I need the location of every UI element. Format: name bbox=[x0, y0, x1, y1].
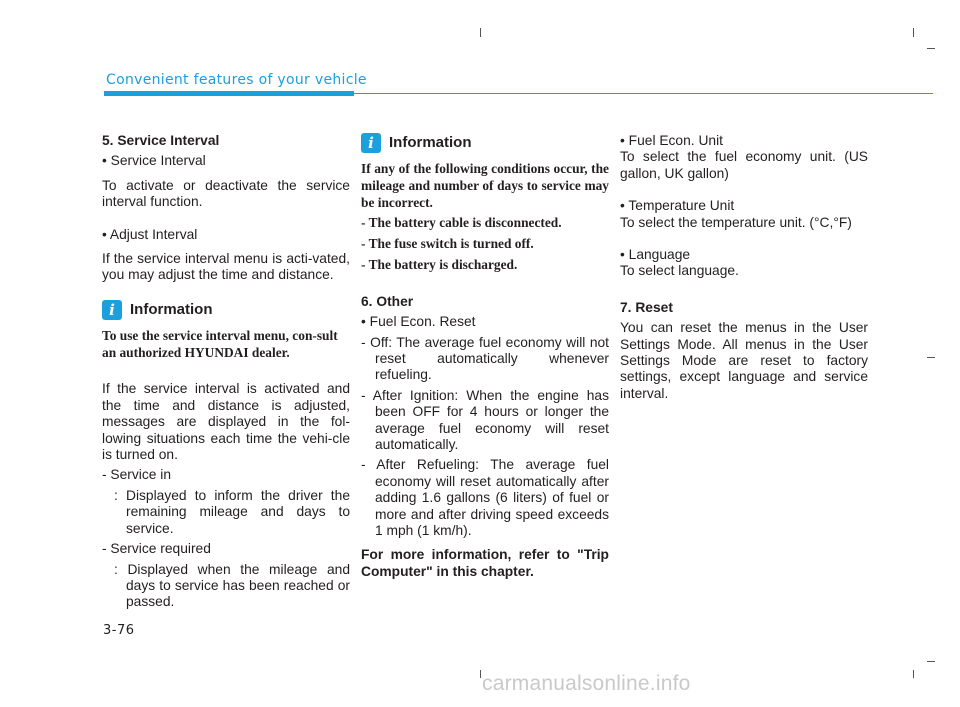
condition-item: - The fuse switch is turned off. bbox=[361, 236, 534, 252]
paragraph: You can reset the menus in the User Settings Mode. All menus in the User Settings Mode are reset to factory settings, except language and service interval. bbox=[620, 320, 868, 401]
bullet-item: • Language bbox=[620, 247, 691, 263]
info-text: To use the service interval menu, con-sult an authorized HYUNDAI dealer. bbox=[102, 327, 338, 360]
section-heading: 5. Service Interval bbox=[102, 133, 220, 148]
section-header-title: Convenient features of your vehicle bbox=[106, 72, 367, 88]
column-middle bbox=[361, 133, 609, 580]
info-icon: i bbox=[361, 133, 381, 153]
info-title: Information bbox=[130, 300, 213, 318]
paragraph: To select the temperature unit. (°C,°F) bbox=[620, 214, 852, 230]
bullet-item: • Fuel Econ. Reset bbox=[361, 314, 476, 330]
crop-mark bbox=[927, 357, 935, 358]
condition-item: - The battery is discharged. bbox=[361, 256, 518, 272]
paragraph: To activate or deactivate the service interval function. bbox=[102, 177, 350, 210]
option-item: - After Refueling: The average fuel economy will reset automatically after adding 1.6 gallons (6 liters) of fuel or more and after driving speed exceeds 1 mph (1 km/h). bbox=[361, 457, 609, 539]
column-right bbox=[620, 133, 868, 402]
info-box-header bbox=[102, 300, 350, 320]
condition-item: - The battery cable is disconnected. bbox=[361, 215, 562, 231]
note: For more information, refer to "Trip Computer" in this chapter. bbox=[361, 547, 609, 579]
info-box-header bbox=[361, 133, 609, 153]
section-heading: 6. Other bbox=[361, 293, 414, 309]
option-item: - Off: The average fuel economy will not reset automatically whenever refueling. bbox=[361, 334, 609, 383]
info-icon: i bbox=[102, 300, 122, 320]
paragraph: To select the fuel economy unit. (US gallon, UK gallon) bbox=[620, 149, 868, 181]
info-text: If any of the following conditions occur, the mileage and number of days to service may be incorrect. bbox=[361, 161, 609, 210]
bullet-item: • Service Interval bbox=[102, 153, 206, 169]
section-heading: 7. Reset bbox=[620, 299, 673, 315]
crop-mark bbox=[480, 28, 481, 37]
paragraph: If the service interval is activated and the time and distance is adjusted, messages are displayed in the fol-lowing situations each time the vehi-cle is turned on. bbox=[102, 381, 350, 463]
column-left bbox=[102, 133, 350, 611]
bullet-item: • Adjust Interval bbox=[102, 226, 198, 242]
bullet-item: • Temperature Unit bbox=[620, 198, 735, 214]
list-item: - Service required bbox=[102, 541, 211, 557]
page-number: 3-76 bbox=[103, 623, 135, 638]
list-item: - Service in bbox=[102, 467, 172, 483]
watermark: carmanualsonline.info bbox=[482, 672, 691, 695]
header-rule-thin bbox=[354, 93, 933, 94]
list-item-desc: : Displayed when the mileage and days to service has been reached or passed. bbox=[114, 561, 350, 610]
paragraph: To select language. bbox=[620, 263, 739, 279]
bullet-item: • Fuel Econ. Unit bbox=[620, 133, 723, 148]
crop-mark bbox=[927, 48, 935, 49]
crop-mark bbox=[913, 670, 914, 678]
info-title: Information bbox=[389, 133, 472, 151]
list-item-desc: : Displayed to inform the driver the remaining mileage and days to service. bbox=[114, 487, 350, 536]
paragraph: If the service interval menu is acti-vated, you may adjust the time and distance. bbox=[102, 251, 350, 283]
header-rule-thick bbox=[104, 91, 354, 96]
crop-mark bbox=[927, 661, 935, 662]
crop-mark bbox=[480, 670, 481, 678]
option-item: - After Ignition: When the engine has been OFF for 4 hours or longer the average fuel economy will reset automatically. bbox=[361, 387, 609, 453]
crop-mark bbox=[913, 28, 914, 37]
